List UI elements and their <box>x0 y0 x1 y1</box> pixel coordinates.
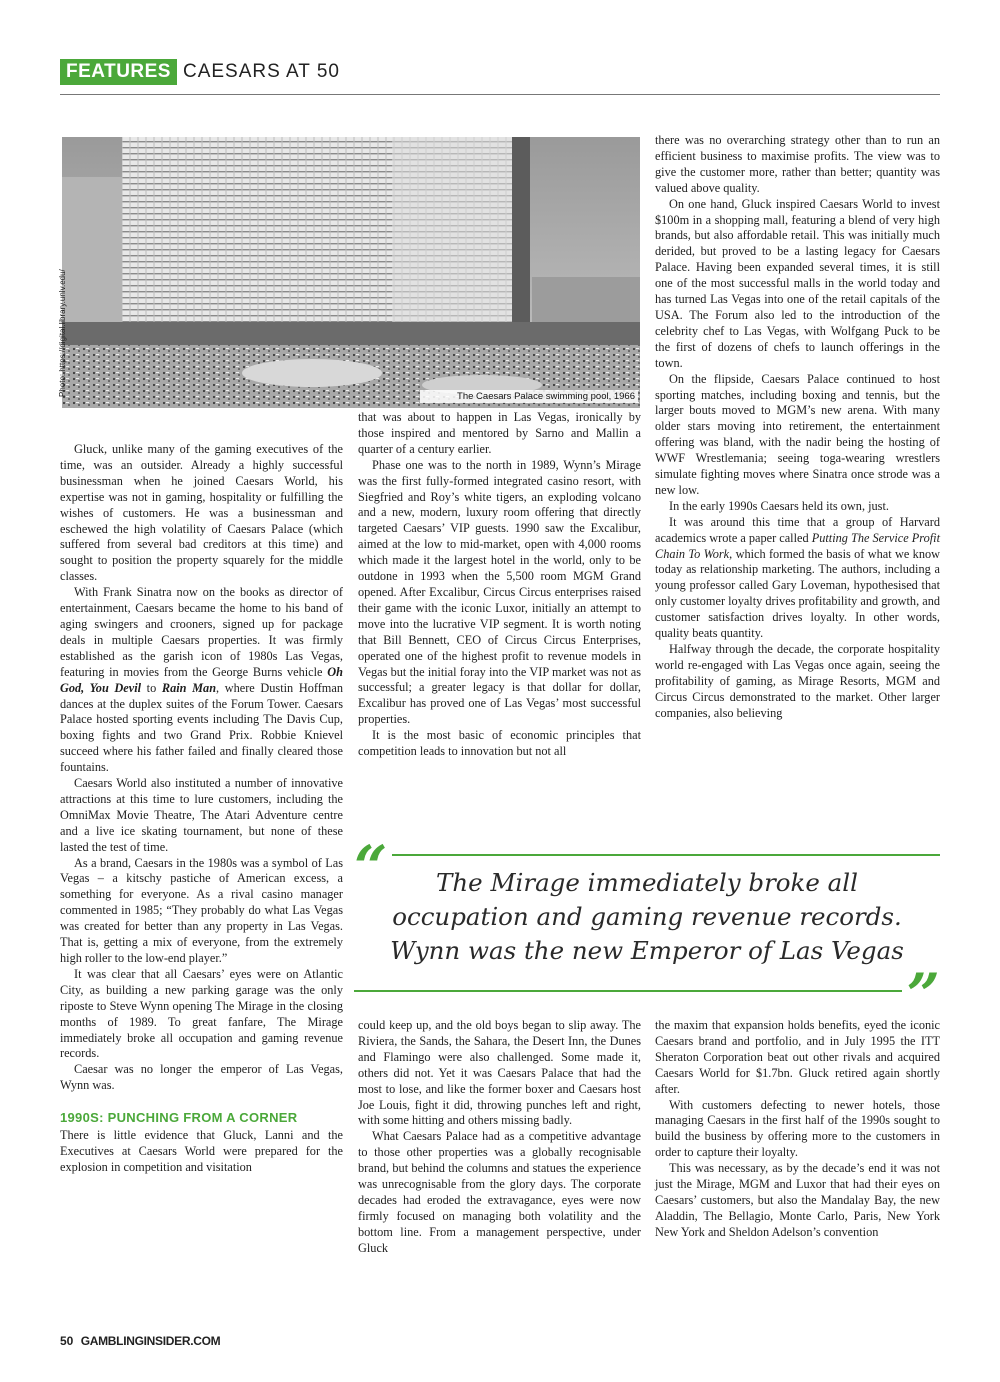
header-divider <box>60 94 940 95</box>
open-quote-icon: “ <box>354 833 388 901</box>
photo-credit-text: Photo: https://digital.library.unlv.edu/ <box>58 269 67 397</box>
pool-photo <box>62 137 640 408</box>
pull-quote-rule-bottom <box>354 990 902 992</box>
page-header <box>60 58 340 86</box>
column-right-top <box>655 133 940 722</box>
column-middle-top <box>358 410 641 760</box>
page-footer <box>60 1334 220 1348</box>
paragraph: It was clear that all Caesars’ eyes were on Atlantic City, as building a new parking garage was the only riposte to Steve Wynn opening The Mirage in the closing months of 1989. To great fanfare, The Mirage immediately broke all occupation and gaming revenue records. <box>60 966 343 1061</box>
paragraph: Halfway through the decade, the corporate hospitality world re-engaged with Las Vegas once again, seeing the profitability of gaming, as Mirage Resorts, MGM and Circus Circus demonstrated to the market. Other larger companies, also believing <box>655 642 940 720</box>
paragraph: It is the most basic of economic principles that competition leads to innovation but not all <box>358 728 641 759</box>
paragraph: In the early 1990s Caesars held its own, just. <box>669 498 889 513</box>
subheading: 1990S: PUNCHING FROM A CORNER <box>60 1110 298 1126</box>
paragraph: As a brand, Caesars in the 1980s was a symbol of Las Vegas – a kitschy pastiche of American excess, a something for everyone. As a rival casino manager commented in 1985; “They probably do what Las Vegas was created for better than any property in Las Vegas. That is, getting a mix of everyone, from the extremely high roller to the low-end player.” <box>60 855 343 965</box>
paragraph: Caesar was no longer the emperor of Las Vegas, Wynn was. <box>60 1062 343 1093</box>
paper-title: Putting The Service Profit Chain To Work <box>655 530 940 561</box>
paragraph: On the flipside, Caesars Palace continued to host sporting matches, including boxing and tennis, but the larger bouts moved to MGM’s new arena. With many older stars moving into retirement, the entertainment offering was bland, with the nadir being the hosting of WWF Wrestlemania; seeing toga-wearing wrestlers simulate fighting moves where Sinatra once strode was a new low. <box>655 371 940 497</box>
paragraph: Phase one was to the north in 1989, Wynn’s Mirage was the first fully-formed integrated casino resort, with Siegfried and Roy’s white tigers, an exploding volcano and a new, modern, luxury room offering that directly targeted Caesars’ VIP guests. 1990 saw the Excalibur, aimed at the low to mid-market, open with 4,000 rooms which made it the largest hotel in the world, only to be outdone in 1993 when the 5,500 room MGM Grand opened. After Excalibur, Circus Circus enterprises raised their game with the iconic Luxor, initially an attempt to move into the lucrative VIP segment. It is worth noting that Bill Bennett, CEO of Circus Circus Enterprises, operated one of the highest profit to revenue models in Vegas but the initial foray into the VIP market was not as successful; a greater legacy is that dollar for dollar, Excalibur has proved one of Las Vegas’ most successful properties. <box>358 457 641 727</box>
paragraph: There is little evidence that Gluck, Lanni and the Executives at Caesars World were prepared for the explosion in competition and visitation <box>60 1128 343 1174</box>
photo-caption: The Caesars Palace swimming pool, 1966 <box>420 390 638 403</box>
paragraph: Gluck, unlike many of the gaming executives of the time, was an outsider. Already a highly successful businessman when he joined Caesars World, his expertise was not in gaming, hospitality or fulfilling the wishes of customers. He was a businessman and eschewed the high volatility of Caesars Palace (which suffered from several bad creditors at this time) and sought to position the property squarely for the middle classes. <box>60 442 343 584</box>
paragraph: the maxim that expansion holds benefits, eyed the iconic Caesars brand and portfolio, and in July 1995 the ITT Sheraton Corporation beat out other rivals and acquired Caesars World for $1.7bn. Gluck retired again shortly after. <box>655 1018 940 1096</box>
pull-quote-rule-top <box>392 854 940 856</box>
paragraph: could keep up, and the old boys began to slip away. The Riviera, the Sands, the Sahara, the Desert Inn, the Dunes and Flamingo were also challenged. Some made it, others did not. Yet it was Caesars Palace that had the most to lose, and like the former boxer and Caesars host Joe Louis, fight it did, throwing punches left and right, with some hitting and others missing badly. <box>358 1018 641 1128</box>
paragraph: With Frank Sinatra now on the books as director of entertainment, Caesars became the home to his band of aging swingers and crooners, signed up for package deals in multiple Caesars properties. It was firmly established as the garish icon of 1980s Las Vegas, featuring in movies from the George Burns vehicle Oh God, You Devil to Rain Man, where Dustin Hoffman dances at the duplex suites of the Forum Tower. Caesars Palace hosted sporting events including The Davis Cup, boxing fights and two Grand Prix. Robbie Knievel succeed where his father failed and finally cleared those fountains. <box>60 585 343 775</box>
column-left <box>60 442 343 1176</box>
photo-credit <box>58 137 68 397</box>
close-quote-icon: ” <box>906 961 940 1029</box>
paragraph: This was necessary, as by the decade’s end it was not just the Mirage, MGM and Luxor that had their eyes on Caesars’ customers, but also the Mandalay Bay, the new Aladdin, The Bellagio, Monte Carlo, Paris, New York New York and Sheldon Adelson’s convention <box>655 1161 940 1239</box>
page-number: 50 <box>60 1334 74 1348</box>
paragraph: there was no overarching strategy other than to run an efficient business to maximise profits. The view was to give the customer more, rather than better; quantity was valued above quality. <box>655 133 940 195</box>
section-tag: FEATURES <box>60 59 177 85</box>
paragraph <box>655 515 940 642</box>
paragraph-text: , which formed the basis of what we know today as relationship marketing. The authors, including a young professor called Gary Loveman, hypothesised that only customer loyalty drives profitability and growth, and customer satisfaction drives loyalty. In other words, quality beats quantity. <box>655 546 940 641</box>
paragraph: What Caesars Palace had as a competitive advantage to those other properties was a globally recognisable brand, but behind the columns and statues the experience was unrecognisable from the glory days. The corporate decades had eroded the extravagance, eyes were now firmly focused on managing both volatility and the bottom line. From a management perspective, under Gluck <box>358 1129 641 1255</box>
site-name: GAMBLINGINSIDER.COM <box>80 1334 221 1348</box>
paragraph: With customers defecting to newer hotels, those managing Caesars in the first half of the 1990s sought to build the business by offering more to the customers in order to capture their loyalty. <box>655 1097 940 1160</box>
paragraph-text: It was around this time that a group of Harvard academics wrote a paper called <box>655 514 940 545</box>
paragraph: On one hand, Gluck inspired Caesars World to invest $100m in a shopping mall, featuring a blend of very high brands, but also affordable retail. This was initially much derided, but proved to be a lasting legacy for Caesars Palace. Having been expanded several times, it is still one of the most successful malls in the world today and has turned Las Vegas into one of the retail capitals of the USA. The Forum also led to the introduction of the celebrity chef to Las Vegas, with Wolfgang Puck to be the first of dozens of chefs to launch offerings in the town. <box>655 196 940 370</box>
column-middle-bottom <box>358 1018 641 1257</box>
paragraph: that was about to happen in Las Vegas, ironically by those inspired and mentored by Sarno and Mallin a quarter of a century earlier. <box>358 410 641 456</box>
section-title: CAESARS AT 50 <box>182 61 340 82</box>
column-right-bottom <box>655 1018 940 1241</box>
paragraph: Caesars World also instituted a number of innovative attractions at this time to lure customers, including the OmniMax Movie Theatre, The Atari Adventure centre and a live ice skating tournament, but none of these lasted the test of time. <box>60 776 343 854</box>
pool-photo-illustration <box>62 137 640 408</box>
pull-quote <box>352 833 942 1029</box>
pull-quote-text: The Mirage immediately broke all occupation and gaming revenue records. Wynn was the new Emperor of Las Vegas <box>390 868 904 965</box>
